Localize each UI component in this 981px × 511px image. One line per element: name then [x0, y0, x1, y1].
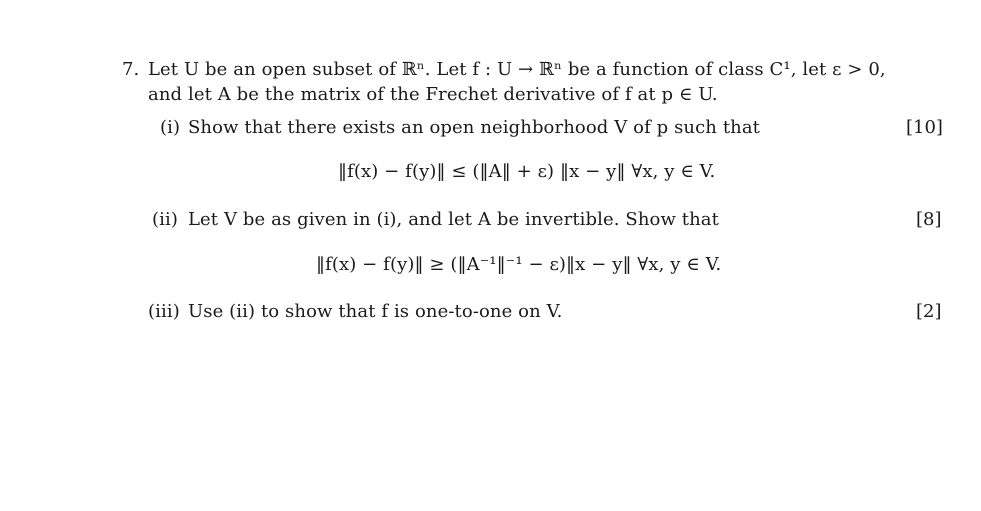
part-i-text: Show that there exists an open neighborhood V of p such that [188, 117, 761, 138]
question-intro-line-1: Let U be an open subset of ℝⁿ. Let f : U → ℝⁿ be a function of class C¹, let ε > 0, [148, 59, 886, 80]
part-ii-marks: [8] [916, 209, 942, 230]
part-iii-marks: [2] [916, 301, 942, 322]
part-iii-label: (iii) [148, 301, 180, 322]
part-i-marks: [10] [906, 117, 943, 138]
part-i-label: (i) [160, 117, 181, 138]
part-ii-label: (ii) [152, 209, 178, 230]
part-ii-text: Let V be as given in (i), and let A be invertible. Show that [188, 209, 719, 230]
question-number: 7. [122, 59, 140, 80]
part-iii-text: Use (ii) to show that f is one-to-one on V. [188, 301, 563, 322]
part-ii-formula: ‖f(x) − f(y)‖ ≥ (‖A⁻¹‖⁻¹ − ε)‖x − y‖ ∀x, y ∈ V. [316, 254, 722, 275]
part-i-formula: ‖f(x) − f(y)‖ ≤ (‖A‖ + ε) ‖x − y‖ ∀x, y ∈ V. [338, 161, 716, 182]
question-intro-line-2: and let A be the matrix of the Frechet derivative of f at p ∈ U. [148, 84, 718, 105]
